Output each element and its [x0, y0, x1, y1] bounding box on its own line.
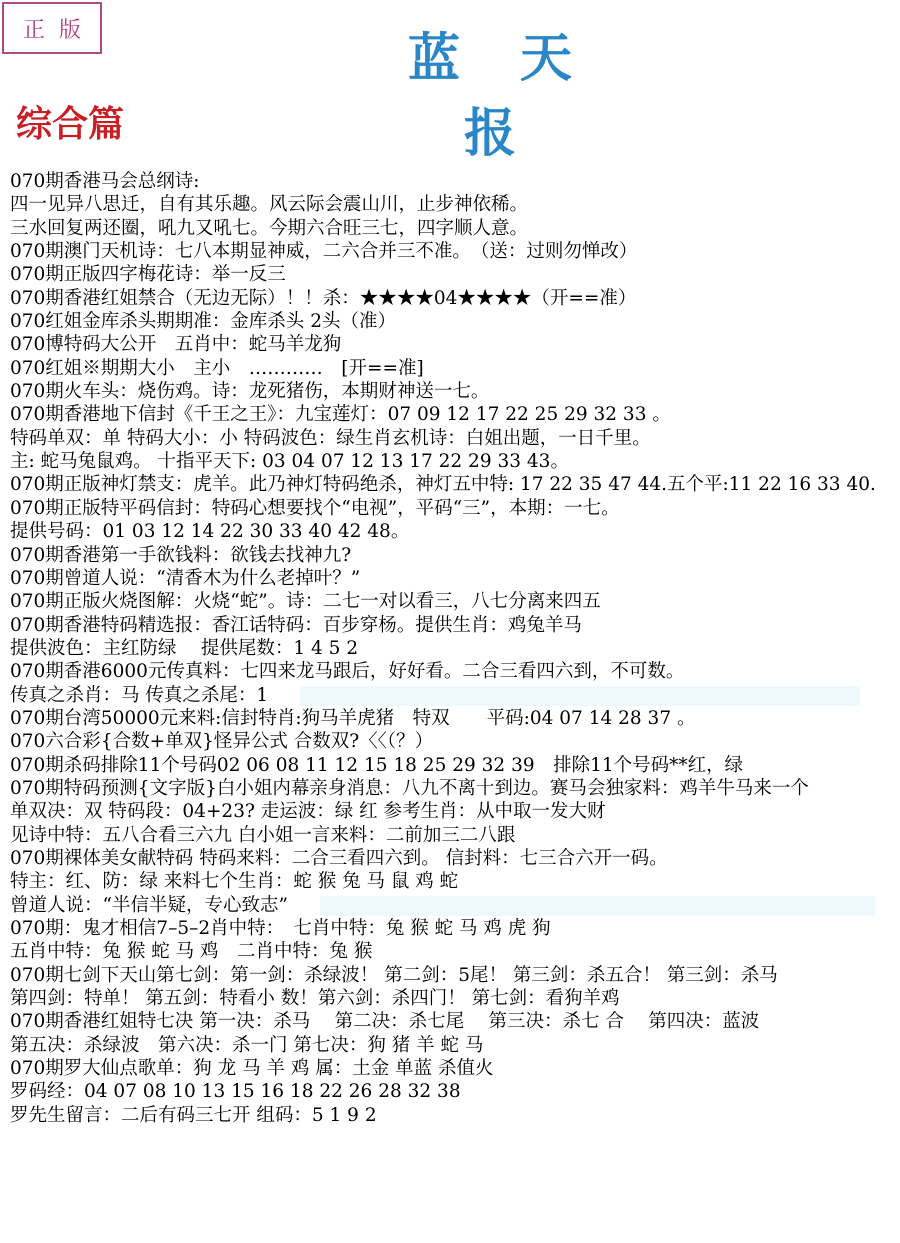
line-text: 四一见异八思迁，自有其乐趣。风云际会震山川，止步神依稀。 [10, 194, 529, 216]
line-text: 罗码经：04 07 08 10 13 15 16 18 22 26 28 32 38 [10, 1081, 461, 1103]
text-line [10, 567, 900, 590]
line-text: 070期：鬼才相信7–5–2肖中特： 七肖中特：兔 猴 蛇 马 鸡 虎 狗 [10, 918, 551, 939]
edition-badge: 正版 [2, 2, 102, 54]
text-line [10, 1034, 900, 1057]
text-line [10, 1057, 900, 1080]
text-line [10, 287, 900, 310]
line-text: 曾道人说：“半信半疑，专心致志” [10, 894, 288, 916]
line-text: 特码单双：单 特码大小：小 特码波色：绿生肖玄机诗：白姐出题，一日千里。 [10, 427, 651, 449]
line-text: 070期台湾50000元来料:信封特肖:狗马羊虎猪 特双 平码:04 07 14 28 37 。 [10, 707, 696, 729]
line-text: 070红姐※期期大小 主小 ………… [开==准] [10, 357, 424, 379]
line-text: 第五决：杀绿波 第六决：杀一门 第七决：狗 猪 羊 蛇 马 [10, 1034, 484, 1056]
text-line [10, 380, 900, 403]
line-text: 070期罗大仙点歌单：狗 龙 马 羊 鸡 属：土金 单蓝 杀值火 [10, 1058, 494, 1080]
line-text: 070期香港红姐禁合（无边无际）！！杀：★★★★04★★★★（开==准） [10, 287, 637, 309]
highlight-band [320, 896, 875, 916]
text-line [10, 217, 900, 240]
line-text: 070期澳门天机诗：七八本期显神威，二六合并三不准。 （送：过则勿惮改） [10, 241, 638, 263]
text-line [10, 520, 900, 543]
text-line [10, 310, 900, 333]
text-line [10, 940, 900, 963]
line-text: 070期火车头：烧伤鸡。诗：龙死猪伤，本期财神送一七。 [10, 381, 490, 403]
line-text: 070期正版特平码信封：特码心想要找个“电视”，平码“三”，本期：一七。 [10, 497, 620, 519]
text-line [10, 964, 900, 987]
line-text: 070期正版火烧图解：火烧“蛇”。诗：二七一对以看三，八七分离来四五 [10, 591, 601, 613]
line-text: 提供号码：01 03 12 14 22 30 33 40 42 48。 [10, 521, 410, 543]
text-line [10, 544, 900, 567]
line-text: 070期香港第一手欲钱料：欲钱去找神九? [10, 544, 352, 566]
line-text: 070六合彩{合数+单双}怪异公式 合数双?〈〈（？） [10, 731, 434, 753]
text-line [10, 357, 900, 380]
line-text: 第四剑：特单！ 第五剑：特看小 数！第六剑：杀四门！ 第七剑：看狗羊鸡 [10, 988, 620, 1010]
line-text: 070期正版神灯禁支：虎羊。此乃神灯特码绝杀，神灯五中特: 17 22 35 47 44.五个平:11 22 16 33 40. [10, 474, 876, 496]
text-line [10, 1010, 900, 1033]
line-text: 五肖中特：兔 猴 蛇 马 鸡 二肖中特：兔 猴 [10, 941, 373, 963]
text-line [10, 427, 900, 450]
content-lines [10, 170, 900, 1127]
text-line [10, 263, 900, 286]
line-text: 070博特码大公开 五肖中：蛇马羊龙狗 [10, 334, 342, 356]
line-text: 070期香港红姐特七决 第一决：杀马 第二决：杀七尾 第三决：杀七 合 第四决：蓝波 [10, 1011, 760, 1033]
text-line [10, 777, 900, 800]
text-line [10, 870, 900, 893]
text-line [10, 1104, 900, 1127]
line-text: 070期香港地下信封《千王之王》：九宝莲灯：07 09 12 17 22 25 29 32 33 。 [10, 404, 671, 426]
line-text: 070期香港特码精选报：香江话特码：百步穿杨。提供生肖：鸡兔羊马 [10, 614, 582, 636]
text-line [10, 614, 900, 637]
text-line [10, 707, 900, 730]
text-line [10, 800, 900, 823]
text-line [10, 473, 900, 496]
line-text: 070期正版四字梅花诗：举一反三 [10, 264, 286, 286]
line-text: 主: 蛇马兔鼠鸡。 十指平天下: 03 04 07 12 13 17 22 29 33 43。 [10, 451, 569, 473]
text-line [10, 590, 900, 613]
text-line [10, 824, 900, 847]
text-line [10, 847, 900, 870]
text-line [10, 240, 900, 263]
text-line [10, 754, 900, 777]
text-line [10, 637, 900, 660]
text-line [10, 987, 900, 1010]
line-text: 单双决：双 特码段：04+23? 走运波：绿 红 参考生肖：从中取一发大财 [10, 801, 606, 823]
text-line [10, 730, 900, 753]
text-line [10, 660, 900, 683]
line-text: 特主：红、防：绿 来料七个生肖：蛇 猴 兔 马 鼠 鸡 蛇 [10, 871, 459, 893]
text-line [10, 450, 900, 473]
text-line [10, 170, 900, 193]
line-text: 见诗中特：五八合看三六九 白小姐一言来料：二前加三二八跟 [10, 824, 516, 846]
line-text: 传真之杀肖：马 传真之杀尾：1 [10, 684, 269, 706]
line-text: 070期曾道人说：“清香木为什么老掉叶？” [10, 567, 361, 589]
page-title: 蓝天报 [407, 28, 632, 164]
line-text: 070期杀码排除11个号码02 06 08 11 12 15 18 25 29 32 39 排除11个号码**红，绿 [10, 754, 744, 776]
text-line [10, 894, 900, 917]
line-text: 070期七剑下天山第七剑：第一剑：杀绿波！ 第二剑：5尾！ 第三剑：杀五合！ 第三剑：杀马 [10, 964, 778, 986]
line-text: 070期特码预测{文字版}白小姐内幕亲身消息：八九不离十到边。赛马会独家料：鸡羊牛马来一个 [10, 777, 809, 799]
text-line [10, 1080, 900, 1103]
line-text: 070期香港马会总纲诗: [10, 171, 200, 192]
text-line [10, 684, 900, 707]
text-line [10, 333, 900, 356]
line-text: 三水回复两还圈，吼九又吼七。今期六合旺三七，四字顺人意。 [10, 217, 529, 239]
section-heading: 综合篇 [16, 103, 125, 145]
line-text: 070红姐金库杀头期期准：金库杀头 2头（准） [10, 311, 396, 333]
text-line [10, 193, 900, 216]
line-text: 提供波色：主红防绿 提供尾数：1 4 5 2 [10, 637, 359, 659]
text-line [10, 917, 900, 940]
text-line [10, 403, 900, 426]
line-text: 罗先生留言：二后有码三七开 组码：5 1 9 2 [10, 1104, 377, 1126]
text-line [10, 497, 900, 520]
highlight-band [300, 686, 860, 706]
line-text: 070期裸体美女献特码 特码来料：二合三看四六到。 信封料：七三合六开一码。 [10, 847, 668, 869]
line-text: 070期香港6000元传真料：七四来龙马跟后，好好看。二合三看四六到，不可数。 [10, 661, 685, 683]
